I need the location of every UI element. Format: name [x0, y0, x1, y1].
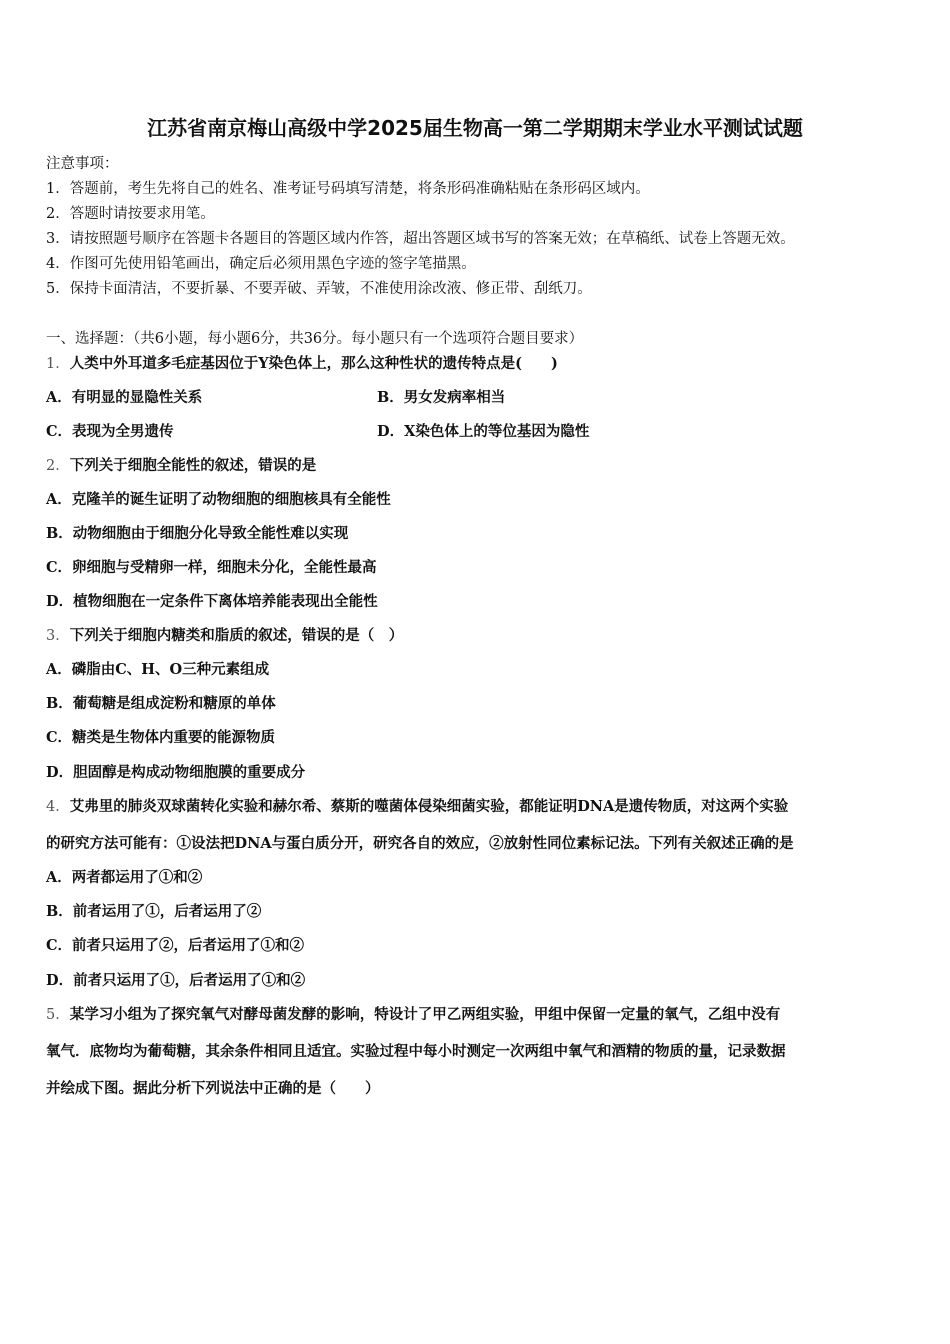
q2-option-c[interactable]: C．卵细胞与受精卵一样，细胞未分化，全能性最高: [46, 559, 377, 576]
q3-option-c[interactable]: C．糖类是生物体内重要的能源物质: [46, 729, 276, 746]
question-2-stem: 下列关于细胞全能性的叙述，错误的是: [69, 457, 317, 474]
question-5-number: 5．: [46, 1007, 70, 1023]
q3-option-b[interactable]: B．葡萄糖是组成淀粉和糖原的单体: [46, 695, 276, 712]
question-5-stem-line-1: 某学习小组为了探究氧气对酵母菌发酵的影响，特设计了甲乙两组实验，甲组中保留一定量的氧气，乙组中没有: [69, 1006, 781, 1023]
section-heading: 一、选择题：（共6小题，每小题6分，共36分。每小题只有一个选项符合题目要求）: [46, 331, 584, 347]
question-5-stem-line-3: 并绘成下图。据此分析下列说法中正确的是（ ）: [46, 1080, 380, 1097]
q4-option-a[interactable]: A．两者都运用了①和②: [46, 869, 203, 886]
notice-item-1: 1．答题前，考生先将自己的姓名、准考证号码填写清楚，将条形码准确粘贴在条形码区域内。: [46, 181, 650, 197]
question-1-stem: 人类中外耳道多毛症基因位于Y染色体上，那么这种性状的遗传特点是( ): [69, 355, 558, 372]
question-5: [46, 1003, 780, 1024]
question-2: [46, 454, 316, 475]
notice-heading: 注意事项：: [46, 156, 119, 172]
notice-item-4: 4．作图可先使用铅笔画出，确定后必须用黑色字迹的签字笔描黑。: [46, 256, 476, 272]
notice-item-3: 3．请按照题号顺序在答题卡各题目的答题区域内作答，超出答题区域书写的答案无效；在草稿纸、试卷上答题无效。: [46, 231, 795, 247]
question-4: [46, 795, 788, 816]
question-3: [46, 624, 403, 645]
question-1-number: 1．: [46, 356, 70, 372]
question-3-stem: 下列关于细胞内糖类和脂质的叙述，错误的是（ ）: [69, 627, 404, 644]
q1-option-c[interactable]: C．表现为全男遗传: [46, 423, 174, 440]
q1-option-a[interactable]: A．有明显的显隐性关系: [46, 389, 203, 406]
q3-option-d[interactable]: D．胆固醇是构成动物细胞膜的重要成分: [46, 764, 306, 781]
question-3-number: 3．: [46, 628, 70, 644]
q2-option-d[interactable]: D．植物细胞在一定条件下离体培养能表现出全能性: [46, 593, 378, 610]
q4-option-b[interactable]: B．前者运用了①，后者运用了②: [46, 903, 262, 920]
question-4-stem-line-2: 的研究方法可能有：①设法把DNA与蛋白质分开，研究各自的效应，②放射性同位素标记法。下列有关叙述正确的是: [46, 835, 794, 852]
q1-option-b[interactable]: B．男女发病率相当: [377, 389, 506, 406]
q1-option-d[interactable]: D．X染色体上的等位基因为隐性: [377, 423, 590, 440]
notice-item-2: 2．答题时请按要求用笔。: [46, 206, 215, 222]
q3-option-a[interactable]: A．磷脂由C、H、O三种元素组成: [46, 661, 270, 678]
q4-option-c[interactable]: C．前者只运用了②，后者运用了①和②: [46, 937, 305, 954]
question-4-number: 4．: [46, 799, 70, 815]
notice-item-5: 5．保持卡面清洁，不要折暴、不要弄破、弄皱，不准使用涂改液、修正带、刮纸刀。: [46, 281, 592, 297]
q2-option-b[interactable]: B．动物细胞由于细胞分化导致全能性难以实现: [46, 525, 349, 542]
question-4-stem-line-1: 艾弗里的肺炎双球菌转化实验和赫尔希、蔡斯的噬菌体侵染细菌实验，都能证明DNA是遗传物质，对这两个实验: [69, 798, 789, 815]
question-2-number: 2．: [46, 458, 70, 474]
exam-title: 江苏省南京梅山高级中学2025届生物高一第二学期期末学业水平测试试题: [147, 116, 803, 140]
question-1: [46, 352, 558, 373]
question-5-stem-line-2: 氧气．底物均为葡萄糖，其余条件相同且适宜。实验过程中每小时测定一次两组中氧气和酒精的物质的量，记录数据: [46, 1043, 786, 1060]
q2-option-a[interactable]: A．克隆羊的诞生证明了动物细胞的细胞核具有全能性: [46, 491, 391, 508]
q4-option-d[interactable]: D．前者只运用了①，后者运用了①和②: [46, 972, 306, 989]
